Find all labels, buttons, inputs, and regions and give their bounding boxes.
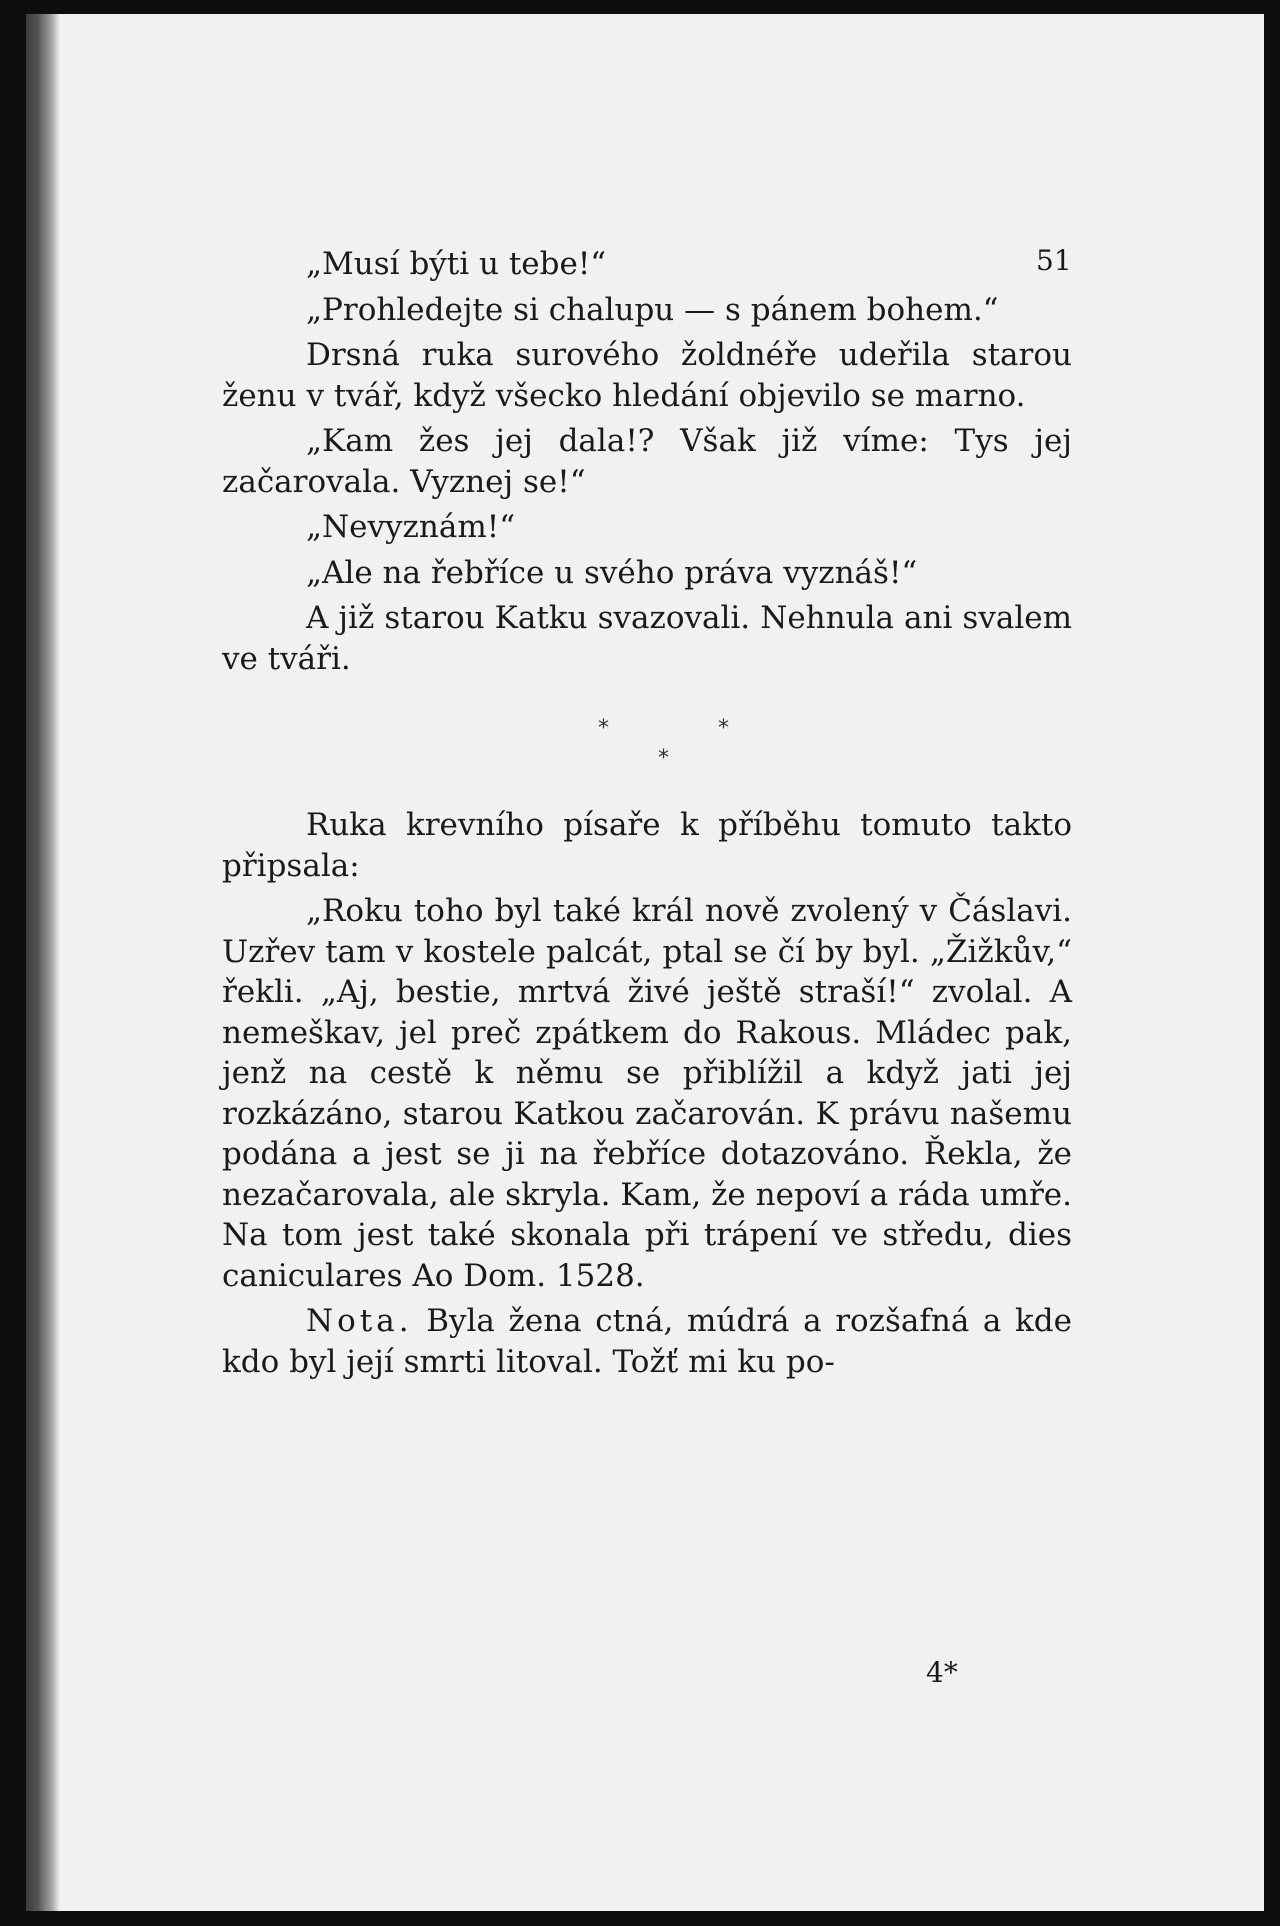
nota-label: Nota. <box>306 1303 413 1339</box>
nota-text: Byla žena ctná, múdrá a rozšafná a kde kdo byl její smrti litoval. Tožť mi ku po- <box>222 1303 1072 1380</box>
paragraph: Drsná ruka surového žoldnéře udeřila starou ženu v tvář, když všecko hledání objevilo se marno. <box>222 337 1072 414</box>
section-break-asterism <box>222 701 1072 785</box>
paragraph: „Nevyznám!“ <box>306 509 516 545</box>
paragraph: „Kam žes jej dala!? Však již víme: Tys jej začarovala. Vyznej se!“ <box>222 423 1072 500</box>
paragraph: „Musí býti u tebe!“ <box>306 246 607 282</box>
paragraph: Ruka krevního písaře k příběhu tomuto takto připsala: <box>222 807 1072 884</box>
asterisk: * <box>658 746 669 771</box>
paragraph: „Prohledejte si chalupu — s pánem bohem.“ <box>306 291 999 328</box>
asterisk: * <box>718 716 729 741</box>
book-page <box>26 14 1264 1911</box>
nota-paragraph <box>222 1301 1072 1382</box>
paragraph: „Roku toho byl také král nově zvolený v Čáslavi. Uzřev tam v kostele palcát, ptal se čí by byl. „Žižkův,“ řekli. „Aj, bestie, mrtvá živé ještě straší!“ zvolal. A nemeškav, jel preč zpátkem do Rakous. Mládec pak, jenž na cestě k němu se přiblížil a když jati jej rozkázáno, starou Katkou začarován. K právu našemu podána a jest se ji na řebříce dotazováno. Řekla, že nezačarovala, ale skryla. Kam, že nepoví a ráda umře. Na tom jest také skonala při trápení ve středu, dies caniculares Ao Dom. 1528. <box>222 893 1072 1294</box>
page-number: 51 <box>1036 244 1072 277</box>
text-block <box>222 244 1072 1387</box>
asterisk: * <box>598 716 609 741</box>
book-spine-shadow <box>26 14 60 1911</box>
signature-mark: 4* <box>926 1656 958 1689</box>
paragraph: A již starou Katku svazovali. Nehnula ani svalem ve tváři. <box>222 600 1072 677</box>
paragraph: „Ale na řebříce u svého práva vyznáš!“ <box>306 554 918 591</box>
